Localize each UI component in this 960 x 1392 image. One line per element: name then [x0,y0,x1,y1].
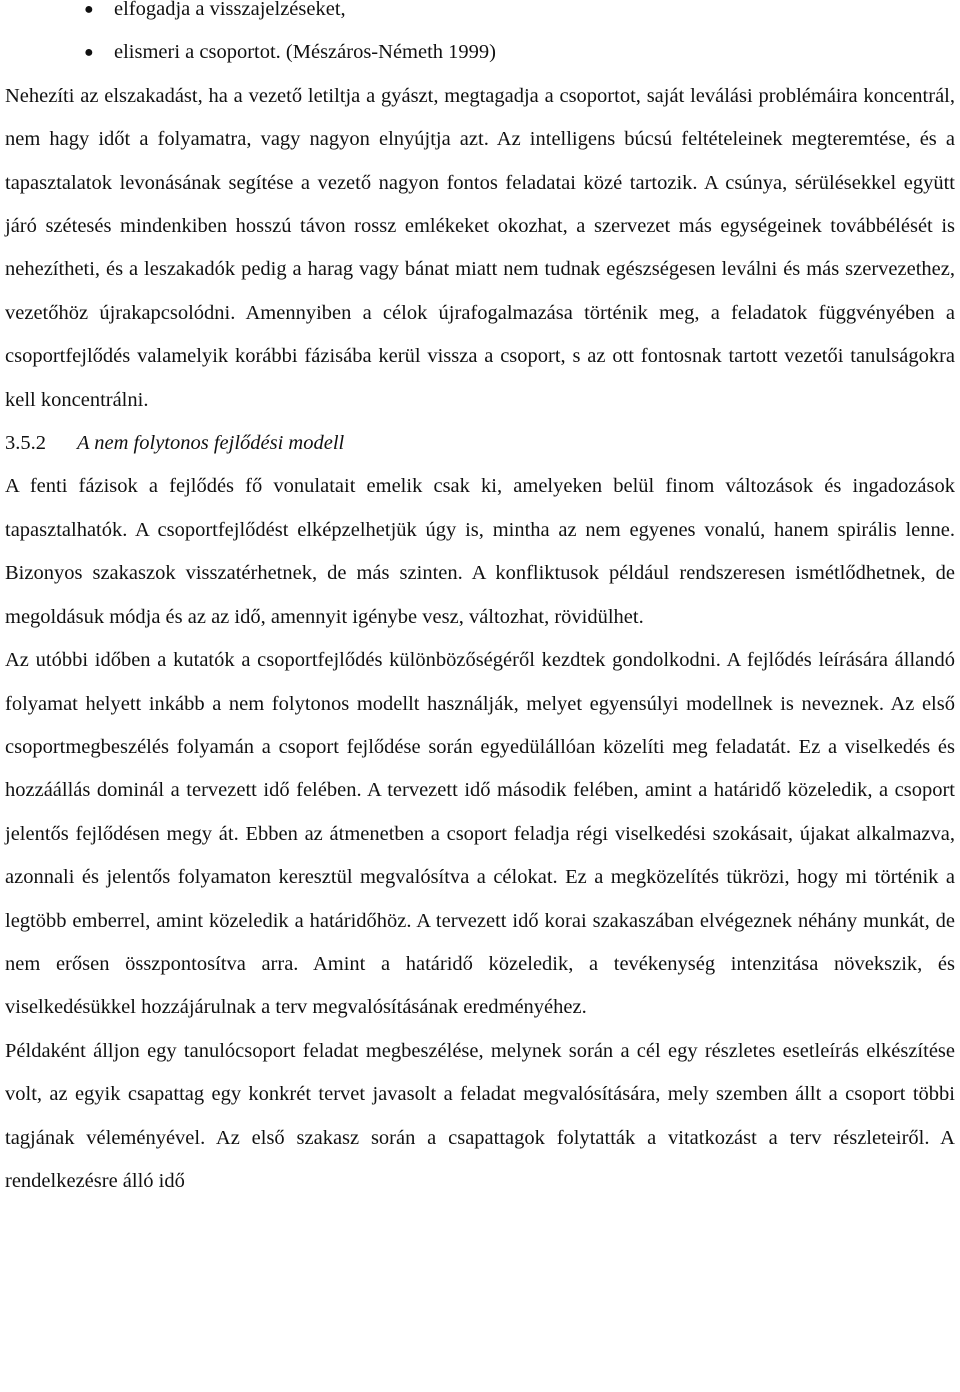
bullet-list [5,0,955,75]
paragraph-separation: Nehezíti az elszakadást, ha a vezető letiltja a gyászt, megtagadja a csoportot, saját leválási problémáira koncentrál, nem hagy időt a folyamatra, vagy nagyon elnyújtja azt. Az intelligens búcsú feltételeinek megteremtése, és a tapasztalatok levonásának segítése a vezető nagyon fontos feladatai közé tartozik. A csúnya, sérülésekkel együtt járó szétesés mindenkiben hosszú távon rossz emlékeket okozhat, a szervezet más egységeinek továbbélését is nehezítheti, és a leszakadók pedig a harag vagy bánat miatt nem tudnak egészségesen leválni és más szervezethez, vezetőhöz újrakapcsolódni. Amennyiben a célok újrafogalmazása történik meg, a feladatok függvényében a csoportfejlődés valamelyik korábbi fázisába kerül vissza a csoport, s az ott fontosnak tartott vezetői tanulságokra kell koncentrálni. [5,84,955,411]
paragraph-example: Példaként álljon egy tanulócsoport feladat megbeszélése, melynek során a cél egy részletes esetleírás elkészítése volt, az egyik csapattag egy konkrét tervet javasolt a feladat megvalósítására, mely szemben állt a csoport többi tagjának véleményével. Az első szakasz során a csapattagok folytatták a vitatkozást a terv részleteiről. A rendelkezésre álló idő [5,1039,955,1192]
bullet-dot-icon: ● [84,44,94,62]
bullet-text: elismeri a csoportot. (Mészáros-Németh 1999) [114,41,496,64]
section-number: 3.5.2 [5,432,46,455]
bullet-text: elfogadja a visszajelzéseket, [114,0,346,20]
bullet-dot-icon: ● [84,1,94,18]
paragraph-discontinuous-model: Az utóbbi időben a kutatók a csoportfejlődés különbözőségéről kezdtek gondolkodni. A fejlődés leírására állandó folyamat helyett inkább a nem folytonos modellt használják, melyet egyensúlyi modellnek is neveznek. Az első csoportmegbeszélés folyamán a csoport fejlődése során egyedülállóan közelíti meg feladatát. Ez a viselkedés és hozzáállás dominál a tervezett idő felében. A tervezett idő második felében, amint a határidő közeledik, a csoport jelentős fejlődésen megy át. Ebben az átmenetben a csoport feladja régi viselkedési szokásait, újakat alkalmazva, azonnali és jelentős folyamaton keresztül megvalósítva a célokat. Ez a megközelítés tükrözi, hogy mi történik a legtöbb emberrel, amint közeledik a határidőhöz. A tervezett idő korai szakaszában elvégeznek néhány munkát, de nem erősen összpontosítva arra. Amint a határidő közeledik, a tevékenység intenzitása növekszik, és viselkedésükkel hozzájárulnak a terv megvalósításának eredményéhez. [5,649,955,1019]
paragraph-phases: A fenti fázisok a fejlődés fő vonulatait emelik csak ki, amelyeken belül finom változások és ingadozások tapasztalhatók. A csoportfejlődést elképzelhetjük úgy is, mintha az nem egyenes vonalú, hanem spirális lenne. Bizonyos szakaszok visszatérhetnek, de más szinten. A konfliktusok például rendszeresen ismétlődhetnek, de megoldásuk módja és az az idő, amennyit igénybe vesz, változhat, rövidülhet. [5,475,955,628]
list-item [5,0,955,31]
section-title: A nem folytonos fejlődési modell [77,432,345,455]
document-page [5,0,955,1203]
section-heading [5,422,955,465]
list-item [5,31,955,74]
